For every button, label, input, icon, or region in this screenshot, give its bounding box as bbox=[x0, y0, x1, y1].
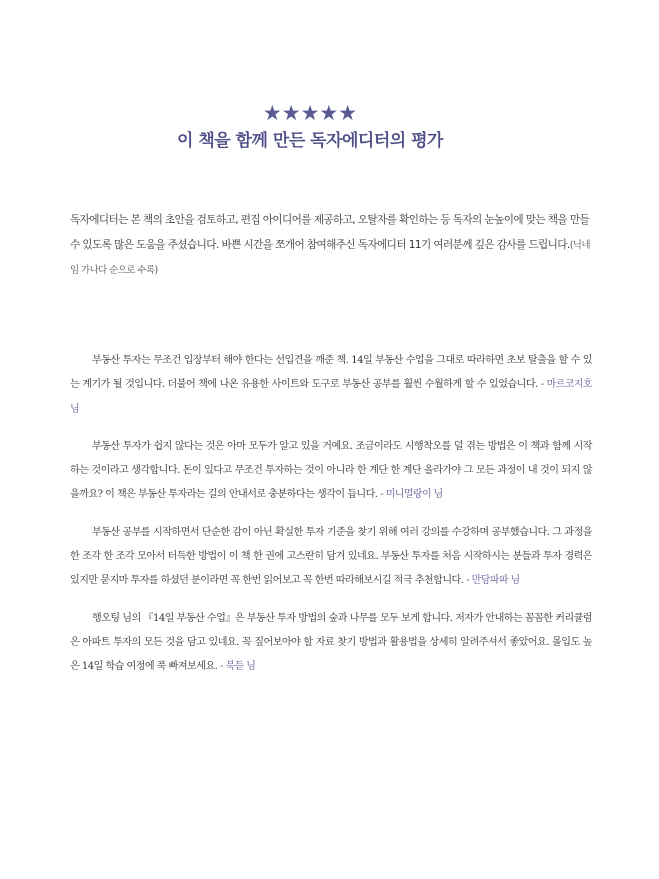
page-header bbox=[0, 100, 620, 154]
review-item bbox=[70, 521, 592, 594]
rating-stars: ★★★★★ bbox=[262, 101, 358, 125]
review-author: - 북듣 님 bbox=[219, 661, 256, 673]
review-author: - 미니멀랑이 님 bbox=[380, 489, 443, 501]
review-text: 부동산 공부를 시작하면서 단순한 감이 아닌 확실한 투자 기준을 찾기 위해 여러 강의를 수강하며 공부했습니다. 그 과정을 한 조각 한 조각 모아서 터득한 방법이 이 책 한 권에 고스란히 담겨 있네요. 부동산 투자를 처음 시작하시는 분들과 투자 경력은 있지만 묻지마 투자를 하셨던 분이라면 꼭 한번 읽어보고 꼭 한번 따라해보시길 적극 추천합니다. bbox=[70, 526, 592, 587]
review-item bbox=[70, 607, 592, 680]
intro-text: 독자에디터는 본 책의 초안을 검토하고, 편집 아이디어를 제공하고, 오탈자를 확인하는 등 독자의 눈높이에 맞는 책을 만들 수 있도록 많은 도움을 주셨습니다. 바쁜 시간을 쪼개어 참여해주신 독자에디터 11기 여러분께 깊은 감사를 드립니다. bbox=[70, 214, 590, 251]
review-item bbox=[70, 349, 592, 422]
review-author: - 만담파파 님 bbox=[466, 575, 520, 587]
intro-note: (닉네임 가나다 순으로 수록) bbox=[70, 239, 590, 276]
review-item bbox=[70, 435, 592, 508]
reviews-list bbox=[70, 349, 592, 693]
review-text: 부동산 투자는 무조건 입장부터 해야 한다는 선입견을 깨준 책. 14일 부동산 수업을 그대로 따라하면 초보 탈출을 할 수 있는 계기가 될 것입니다. 더불어 책에 나온 유용한 사이트와 도구로 부동산 공부를 훨씬 수월하게 할 수 있었습니다. bbox=[70, 355, 592, 391]
intro-paragraph bbox=[70, 208, 592, 284]
review-text: 행오팅 님의 『14일 부동산 수업』은 부동산 투자 방법의 숲과 나무를 모두 보게 합니다. 저자가 안내하는 꼼꼼한 커리큘럼은 아파트 투자의 모든 것을 담고 있네요. 꼭 짚어보아야 할 자료 찾기 방법과 활용법을 상세히 알려주셔서 좋았어요. 몰입도 높은 14일 학습 여정에 푹 빠져보세요. bbox=[70, 612, 592, 673]
review-author: - 마르코지호 님 bbox=[70, 379, 592, 415]
review-text: 부동산 투자가 쉽지 않다는 것은 아마 모두가 알고 있을 거예요. 조금이라도 시행착오를 덜 겪는 방법은 이 책과 함께 시작하는 것이라고 생각합니다. 돈이 있다고 무조건 투자하는 것이 아니라 한 계단 한 계단 올라가야 그 모든 과정이 내 것이 되지 않을까요? 이 책은 부동산 투자라는 길의 안내서로 충분하다는 생각이 듭니다. bbox=[70, 440, 592, 501]
page-title: 이 책을 함께 만든 독자에디터의 평가 bbox=[177, 131, 443, 151]
